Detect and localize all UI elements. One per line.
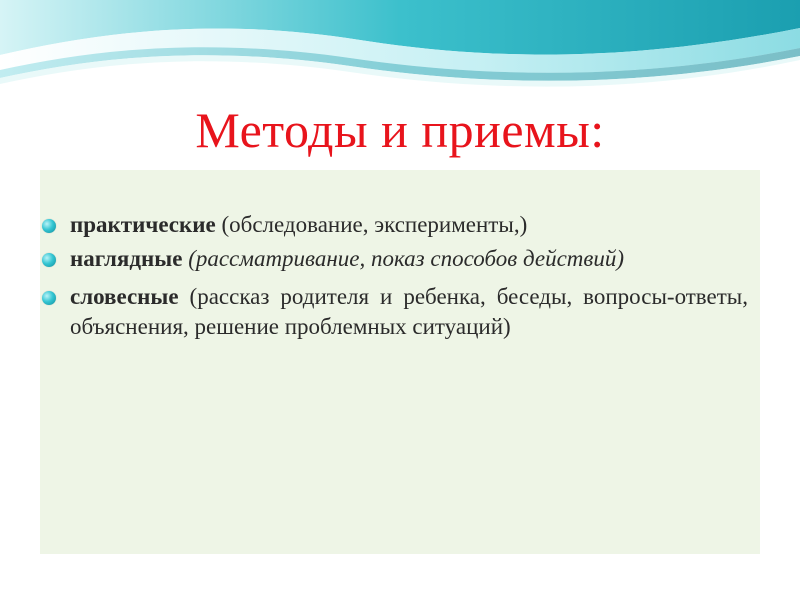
desc-verbal: (рассказ родителя и ребенка, беседы, вопросы-ответы, объяснения, решение проблемных ситуаций) xyxy=(70,284,748,339)
slide-title: Методы и приемы: xyxy=(195,102,605,158)
desc-practical: (обследование, эксперименты,) xyxy=(215,212,528,237)
list-item-practical xyxy=(40,210,748,240)
desc-visual: (рассматривание, показ способов действий) xyxy=(182,246,625,271)
methods-list xyxy=(40,210,748,346)
list-item-verbal xyxy=(40,282,748,342)
term-verbal: словесные xyxy=(70,284,179,309)
term-visual: наглядные xyxy=(70,246,183,271)
term-practical: практические xyxy=(70,212,216,237)
bullet-icon xyxy=(42,291,56,305)
wave-header-decoration xyxy=(0,0,800,95)
bullet-icon xyxy=(42,219,56,233)
bullet-icon xyxy=(42,253,56,267)
list-item-visual xyxy=(40,244,748,274)
